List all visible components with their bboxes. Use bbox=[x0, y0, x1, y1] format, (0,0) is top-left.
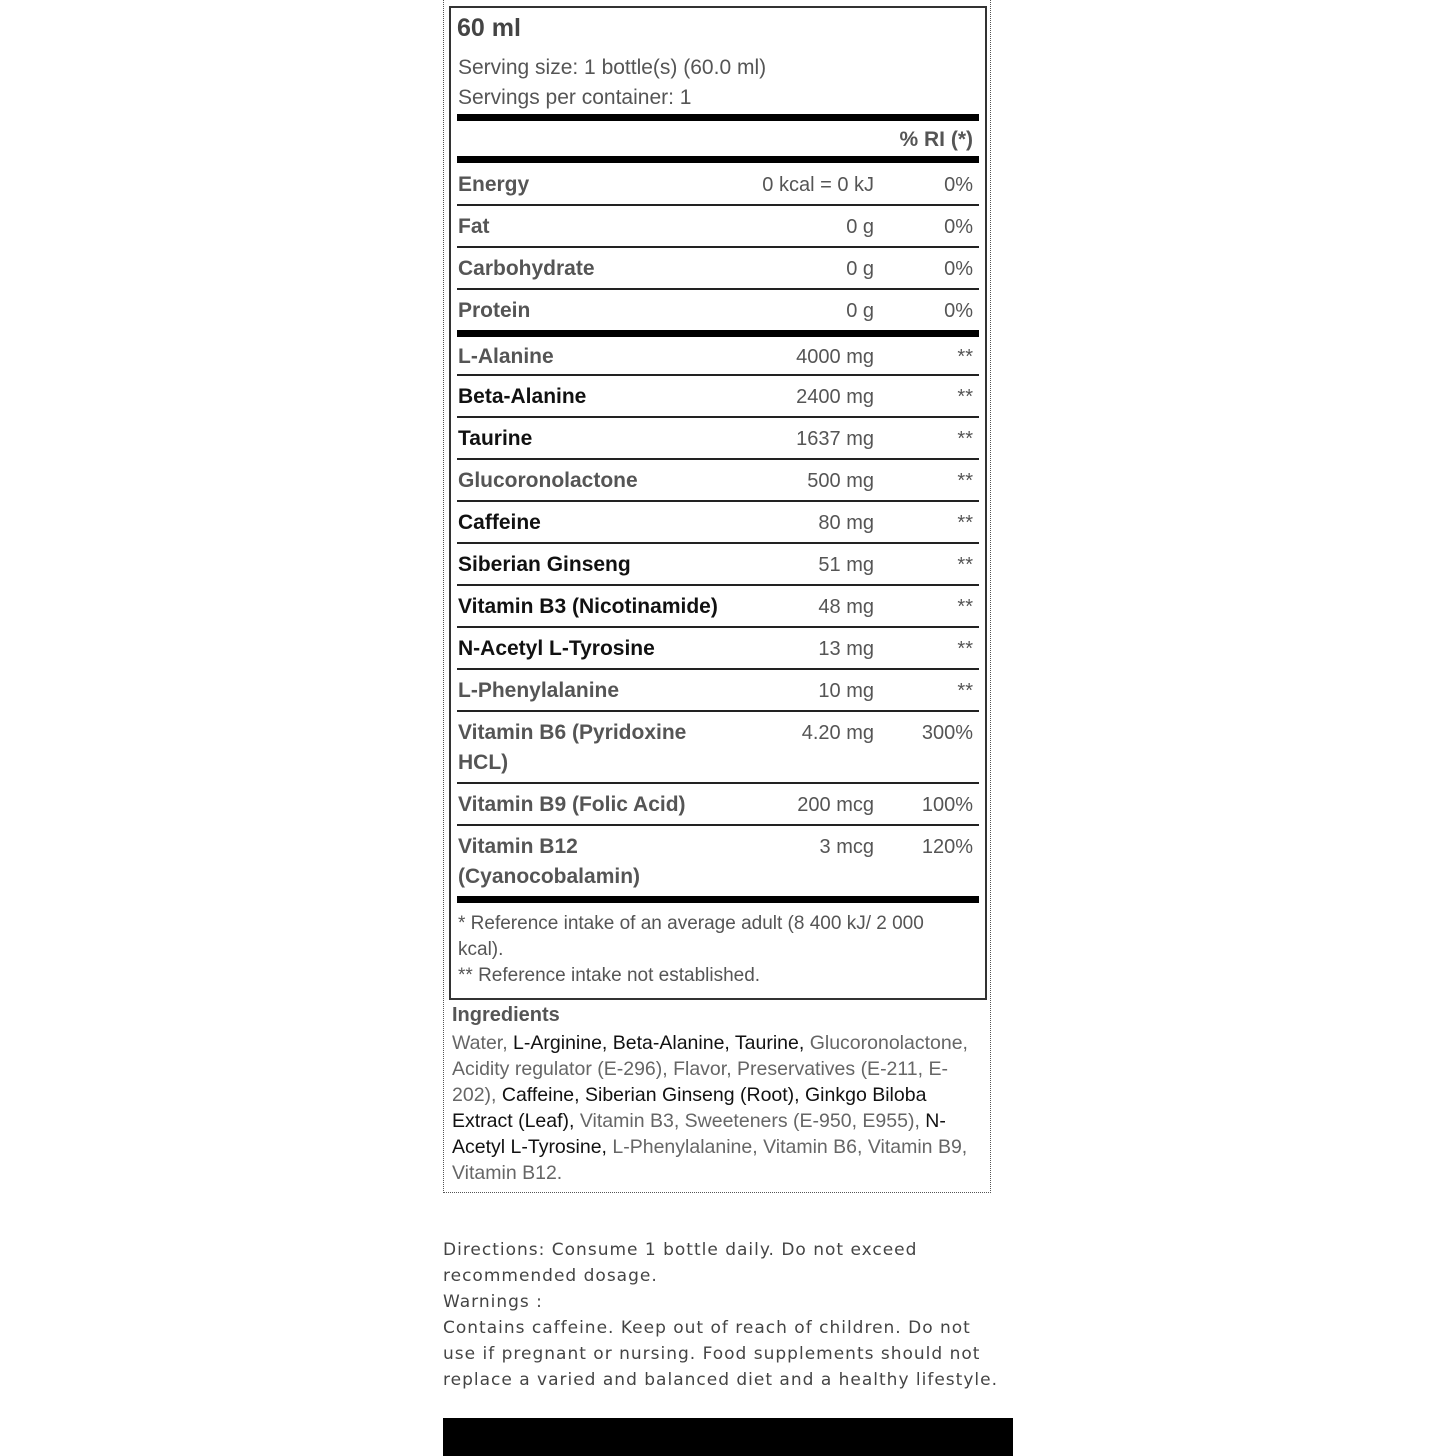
ingredients-title: Ingredients bbox=[452, 1004, 560, 1026]
ingredient-text: Glucoronolactone, Acidity regulator (E-296), Flavor, Preservatives (E-211, E-202), bbox=[452, 1032, 968, 1106]
nutrient-amount: 48 mg bbox=[818, 596, 874, 618]
nutrient-name: Vitamin B9 (Folic Acid) bbox=[458, 793, 686, 816]
nutrient-amount: 500 mg bbox=[807, 470, 874, 492]
thick-rule bbox=[457, 896, 979, 903]
nutrient-name: Caffeine bbox=[458, 511, 541, 534]
nutrient-ri: 0% bbox=[944, 174, 973, 196]
ingredient-text: Caffeine, Siberian Ginseng (Root), Ginkgo Biloba Extract (Leaf), bbox=[452, 1084, 927, 1132]
nutrient-name: L-Phenylalanine bbox=[458, 679, 620, 702]
nutrient-name: Glucoronolactone bbox=[458, 469, 638, 492]
not-established-footnote: ** Reference intake not established. bbox=[458, 965, 761, 986]
row-divider bbox=[457, 246, 979, 248]
nutrient-ri: 120% bbox=[921, 836, 973, 858]
nutrient-name: Beta-Alanine bbox=[458, 385, 587, 408]
nutrient-ri: ** bbox=[957, 596, 973, 618]
row-divider bbox=[457, 288, 979, 290]
ingredient-text: N-Acetyl L-Tyrosine, bbox=[452, 1110, 946, 1158]
nutrient-name: Vitamin B3 (Nicotinamide) bbox=[458, 595, 718, 618]
nutrient-amount: 51 mg bbox=[818, 554, 874, 576]
ingredient-text: L-Phenylalanine, Vitamin B6, Vitamin B9, Vitamin B12. bbox=[452, 1136, 968, 1184]
nutrient-amount: 0 kcal = 0 kJ bbox=[762, 174, 874, 196]
nutrient-name: Taurine bbox=[458, 427, 533, 450]
thick-rule bbox=[457, 114, 979, 121]
nutrient-amount: 1637 mg bbox=[796, 428, 874, 450]
nutrient-name: Vitamin B6 (Pyridoxine HCL) bbox=[458, 721, 687, 774]
footer-black-bar bbox=[443, 1418, 1013, 1456]
nutrient-amount: 0 g bbox=[846, 258, 874, 280]
row-divider bbox=[457, 542, 979, 544]
ingredient-text: Water, bbox=[452, 1032, 514, 1054]
nutrient-amount: 10 mg bbox=[818, 680, 874, 702]
nutrient-ri: 0% bbox=[944, 258, 973, 280]
size-title: 60 ml bbox=[457, 14, 521, 42]
warnings-text: Contains caffeine. Keep out of reach of children. Do not use if pregnant or nursing. Food supplements should not replace a varied and balanced diet and a healthy lifestyle. bbox=[443, 1318, 998, 1390]
thick-rule bbox=[457, 330, 979, 337]
nutrient-name: Siberian Ginseng bbox=[458, 553, 631, 576]
ri-column-header: % RI (*) bbox=[899, 128, 973, 151]
nutrient-name: N-Acetyl L-Tyrosine bbox=[458, 637, 655, 660]
directions-text: Directions: Consume 1 bottle daily. Do not exceed recommended dosage. bbox=[443, 1240, 918, 1286]
nutrient-name: Vitamin B12 (Cyanocobalamin) bbox=[458, 835, 641, 888]
row-divider bbox=[457, 374, 979, 376]
nutrient-ri: ** bbox=[957, 386, 973, 408]
nutrient-amount: 3 mcg bbox=[819, 836, 874, 858]
nutrient-name: L-Alanine bbox=[458, 345, 554, 368]
nutrient-ri: ** bbox=[957, 512, 973, 534]
ingredient-text: L-Arginine, Beta-Alanine, Taurine, bbox=[513, 1032, 810, 1054]
nutrient-ri: 100% bbox=[921, 794, 973, 816]
nutrient-ri: ** bbox=[957, 346, 973, 368]
serving-size: Serving size: 1 bottle(s) (60.0 ml) bbox=[458, 56, 767, 79]
directions-block bbox=[443, 1237, 1003, 1393]
nutrient-name: Carbohydrate bbox=[458, 257, 595, 280]
nutrient-amount: 200 mcg bbox=[797, 794, 874, 816]
nutrient-amount: 4.20 mg bbox=[801, 722, 874, 744]
nutrient-amount: 0 g bbox=[846, 300, 874, 322]
nutrient-amount: 0 g bbox=[846, 216, 874, 238]
nutrient-ri: 300% bbox=[921, 722, 973, 744]
row-divider bbox=[457, 500, 979, 502]
row-divider bbox=[457, 458, 979, 460]
row-divider bbox=[457, 710, 979, 712]
row-divider bbox=[457, 416, 979, 418]
nutrient-name: Protein bbox=[458, 299, 531, 322]
warnings-label: Warnings : bbox=[443, 1292, 543, 1312]
row-divider bbox=[457, 782, 979, 784]
nutrient-amount: 13 mg bbox=[818, 638, 874, 660]
nutrient-ri: ** bbox=[957, 428, 973, 450]
row-divider bbox=[457, 584, 979, 586]
nutrient-amount: 2400 mg bbox=[796, 386, 874, 408]
row-divider bbox=[457, 626, 979, 628]
nutrient-ri: 0% bbox=[944, 300, 973, 322]
row-divider bbox=[457, 668, 979, 670]
nutrient-name: Energy bbox=[458, 173, 530, 196]
nutrient-ri: ** bbox=[957, 470, 973, 492]
row-divider bbox=[457, 824, 979, 826]
nutrient-ri: 0% bbox=[944, 216, 973, 238]
nutrient-ri: ** bbox=[957, 680, 973, 702]
servings-per-container: Servings per container: 1 bbox=[458, 86, 692, 109]
row-divider bbox=[457, 204, 979, 206]
nutrient-amount: 4000 mg bbox=[796, 346, 874, 368]
nutrient-ri: ** bbox=[957, 638, 973, 660]
nutrient-name: Fat bbox=[458, 215, 490, 238]
thick-rule bbox=[457, 156, 979, 163]
ingredients-list bbox=[452, 1030, 982, 1186]
nutrient-amount: 80 mg bbox=[818, 512, 874, 534]
nutrient-ri: ** bbox=[957, 554, 973, 576]
ri-footnote: * Reference intake of an average adult (8 400 kJ/ 2 000 kcal). bbox=[458, 913, 924, 960]
ingredient-text: Vitamin B3, Sweeteners (E-950, E955), bbox=[579, 1110, 926, 1132]
